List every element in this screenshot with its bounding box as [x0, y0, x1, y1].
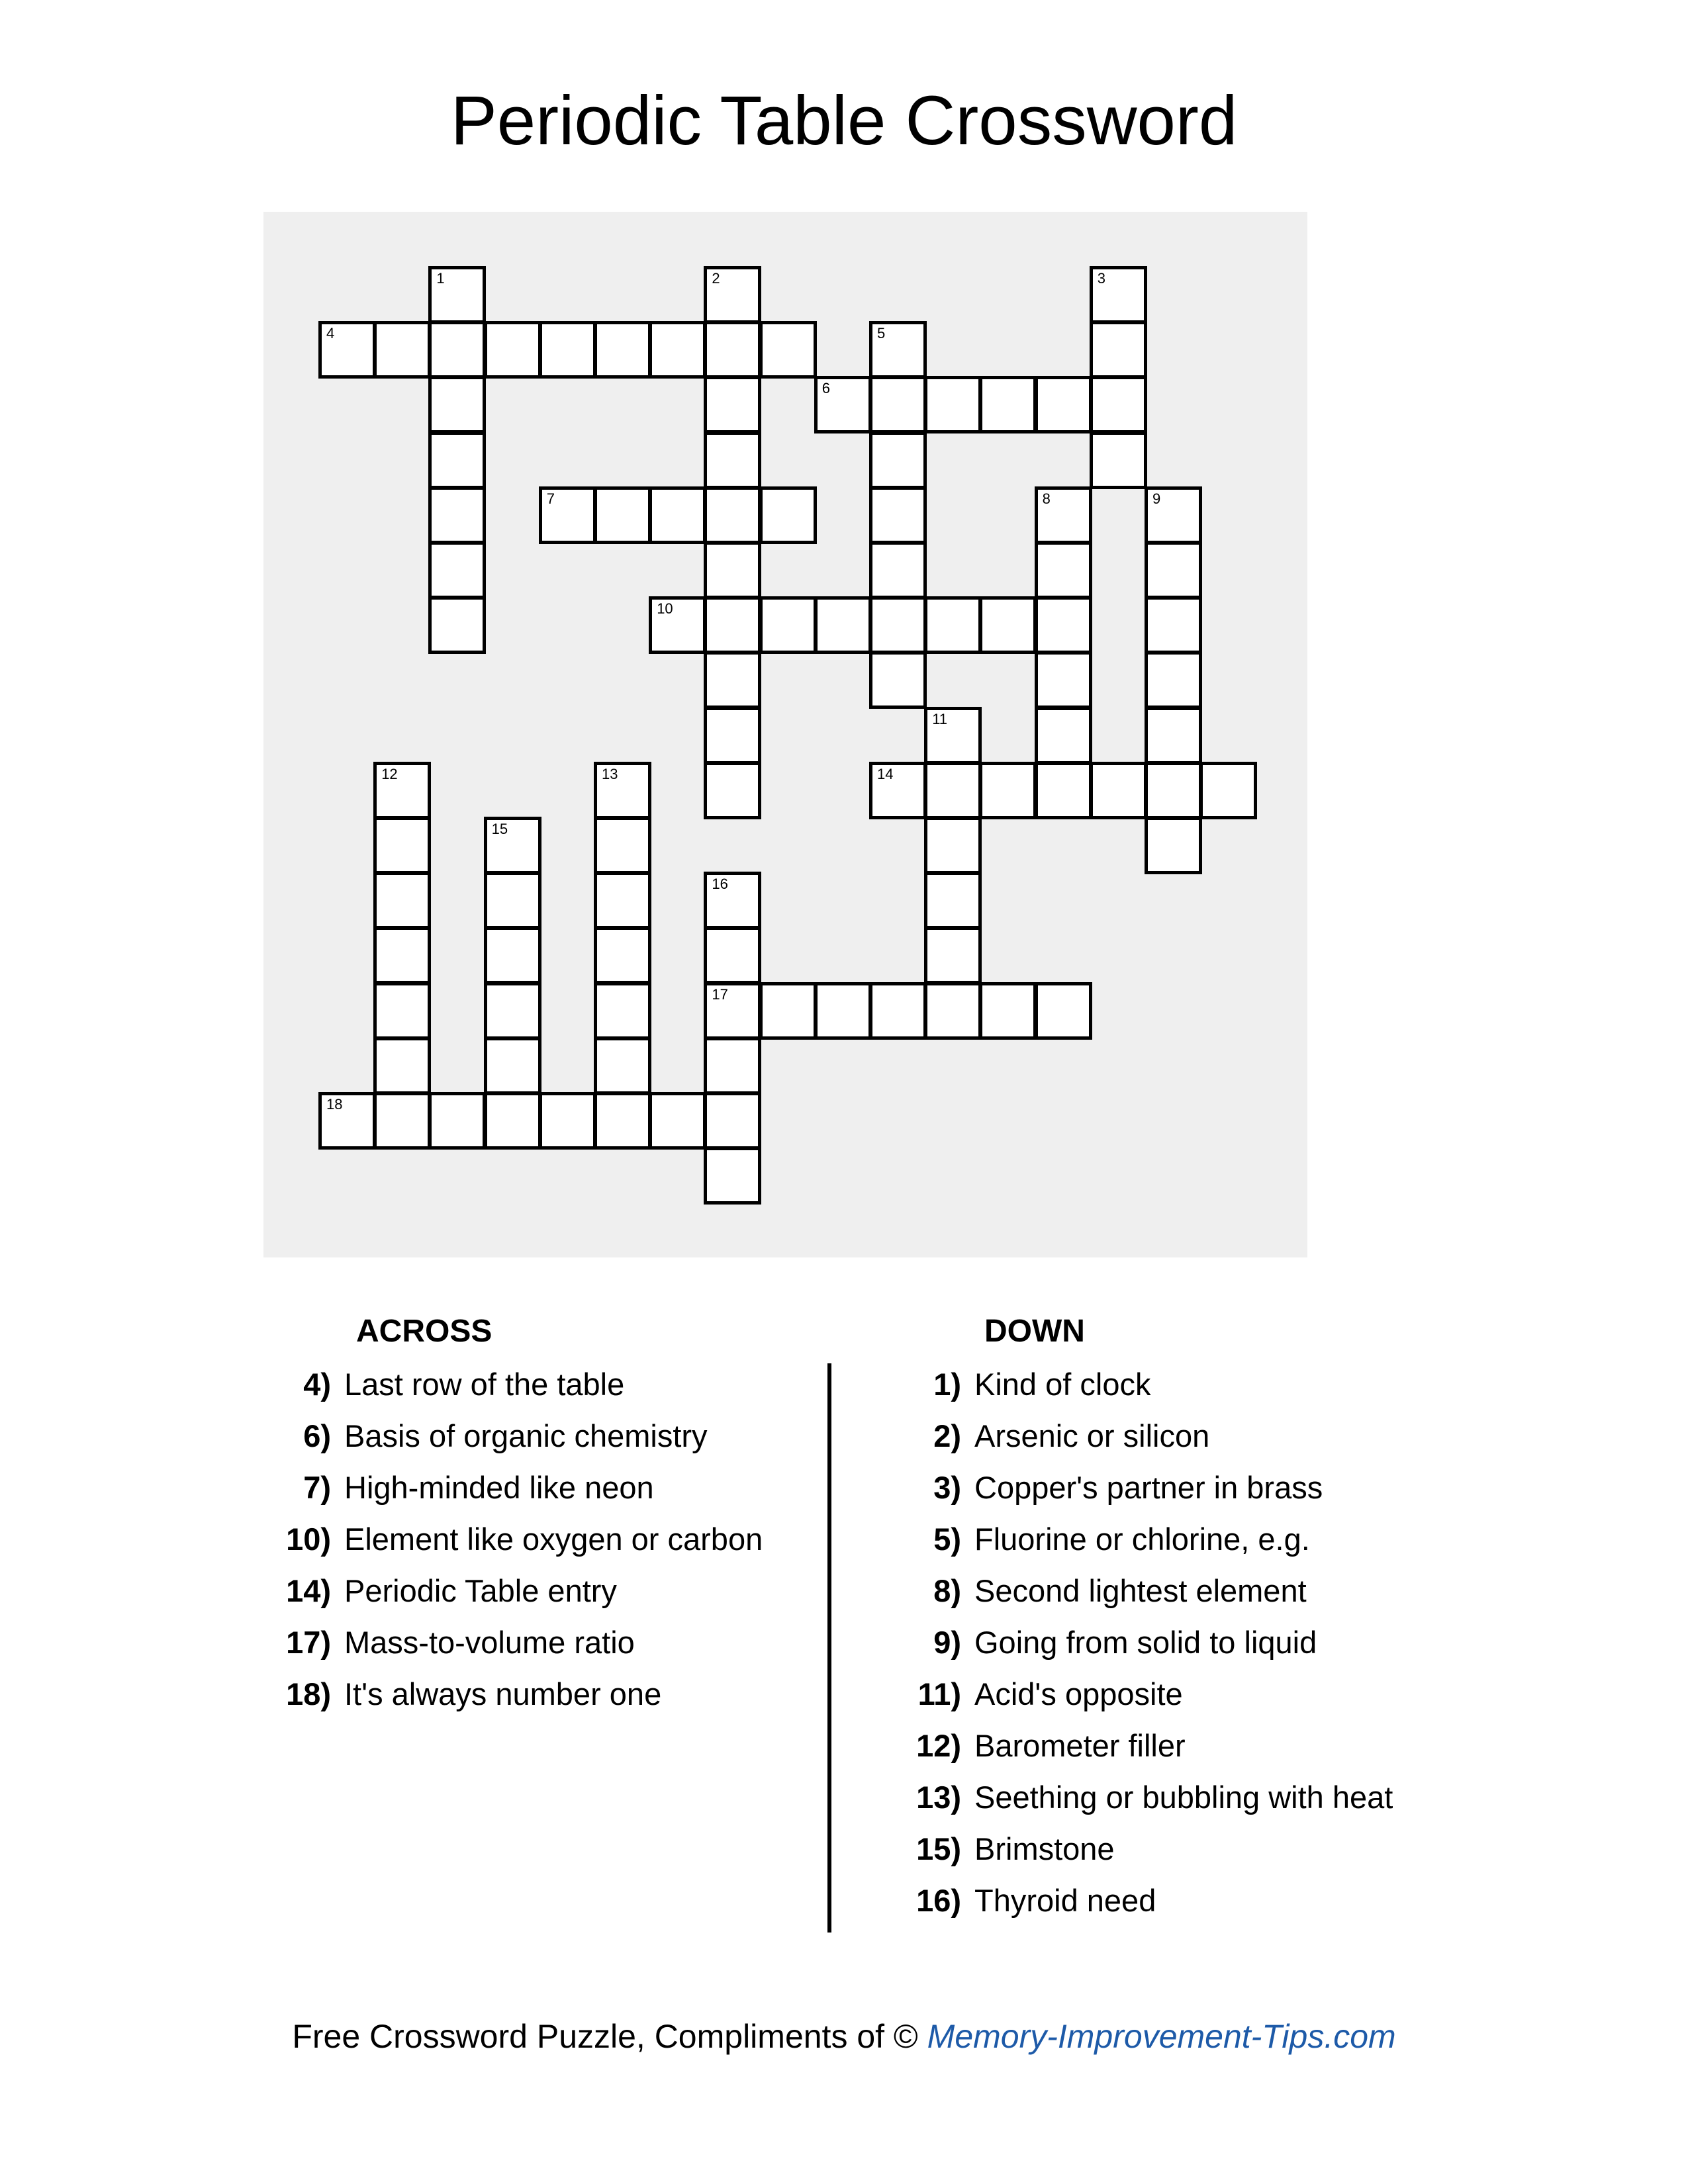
cell-number: 14: [877, 765, 894, 782]
crossword-cell[interactable]: [1090, 321, 1147, 379]
clue-text: Copper's partner in brass: [974, 1470, 1323, 1505]
crossword-cell[interactable]: [373, 762, 431, 819]
crossword-cell[interactable]: [539, 321, 596, 379]
clue-text: Going from solid to liquid: [974, 1625, 1317, 1660]
crossword-cell[interactable]: [1035, 541, 1092, 599]
crossword-cell[interactable]: [428, 486, 486, 544]
crossword-cell[interactable]: [1199, 762, 1257, 819]
crossword-cell[interactable]: [428, 266, 486, 324]
crossword-cell[interactable]: [373, 927, 431, 984]
clue-text: Brimstone: [974, 1831, 1115, 1866]
crossword-cell[interactable]: [869, 651, 927, 709]
clue-text: Second lightest element: [974, 1573, 1307, 1608]
crossword-cell[interactable]: [484, 982, 541, 1040]
crossword-cell[interactable]: [373, 817, 431, 874]
crossword-cell[interactable]: [924, 762, 982, 819]
clue-text: Last row of the table: [344, 1367, 625, 1402]
crossword-cell[interactable]: [814, 596, 872, 654]
crossword-cell[interactable]: [594, 817, 651, 874]
crossword-cell[interactable]: [979, 762, 1037, 819]
crossword-cell[interactable]: [428, 321, 486, 379]
crossword-cell[interactable]: [428, 1092, 486, 1150]
clue-number: 2): [933, 1418, 961, 1453]
crossword-cell[interactable]: [594, 762, 651, 819]
clue-number: 3): [933, 1470, 961, 1505]
clue-text: Periodic Table entry: [344, 1573, 617, 1608]
crossword-cell[interactable]: [924, 376, 982, 433]
crossword-cell[interactable]: [594, 982, 651, 1040]
crossword-cell[interactable]: [869, 982, 927, 1040]
clue-text: Thyroid need: [974, 1883, 1156, 1918]
footer-text: Free Crossword Puzzle, Compliments of ©: [292, 2018, 927, 2055]
clue-number: 10): [286, 1522, 331, 1557]
crossword-cell[interactable]: [814, 982, 872, 1040]
crossword-cell[interactable]: [869, 321, 927, 379]
crossword-cell[interactable]: [979, 376, 1037, 433]
crossword-cell[interactable]: [704, 266, 761, 324]
cell-number: 6: [821, 380, 831, 397]
crossword-cell[interactable]: [924, 817, 982, 874]
crossword-cell[interactable]: [428, 541, 486, 599]
crossword-cell[interactable]: [759, 596, 817, 654]
cell-number: 13: [602, 765, 618, 782]
footer: [0, 2020, 1688, 2053]
clue-text: Acid's opposite: [974, 1676, 1183, 1711]
crossword-cell[interactable]: [1035, 651, 1092, 709]
crossword-cell[interactable]: [373, 872, 431, 929]
crossword-cell[interactable]: [428, 432, 486, 489]
crossword-cell[interactable]: [869, 541, 927, 599]
cell-number: 11: [932, 710, 948, 727]
clue-number: 17): [286, 1625, 331, 1660]
crossword-cell[interactable]: [484, 321, 541, 379]
crossword-cell[interactable]: [1035, 707, 1092, 764]
crossword-cell[interactable]: [373, 1037, 431, 1095]
clue-text: Basis of organic chemistry: [344, 1418, 708, 1453]
cell-number: 17: [712, 985, 728, 1003]
cell-number: 12: [381, 765, 398, 782]
clue-number: 8): [933, 1573, 961, 1608]
crossword-cell[interactable]: [979, 596, 1037, 654]
clue-text: Kind of clock: [974, 1367, 1151, 1402]
cell-number: 4: [326, 325, 335, 342]
cell-number: 2: [712, 270, 720, 287]
clue-number: 5): [933, 1522, 961, 1557]
crossword-cell[interactable]: [649, 1092, 706, 1150]
clue-number: 12): [916, 1728, 961, 1763]
crossword-cell[interactable]: [428, 596, 486, 654]
crossword-cell[interactable]: [759, 982, 817, 1040]
crossword-cell[interactable]: [484, 1092, 541, 1150]
crossword-cell[interactable]: [704, 927, 761, 984]
crossword-cell[interactable]: [539, 486, 596, 544]
clue-text: It's always number one: [344, 1676, 662, 1711]
crossword-cell[interactable]: [869, 762, 927, 819]
clue-number: 7): [303, 1470, 331, 1505]
crossword-cell[interactable]: [1145, 486, 1202, 544]
crossword-cell[interactable]: [869, 376, 927, 433]
clue-number: 6): [303, 1418, 331, 1453]
crossword-grid-panel: [263, 212, 1307, 1257]
across-heading: ACROSS: [356, 1314, 492, 1349]
clue-number: 9): [933, 1625, 961, 1660]
crossword-cell[interactable]: [704, 541, 761, 599]
crossword-cell[interactable]: [484, 817, 541, 874]
footer-link[interactable]: Memory-Improvement-Tips.com: [927, 2018, 1396, 2055]
cell-number: 18: [326, 1096, 343, 1113]
crossword-cell[interactable]: [1090, 376, 1147, 433]
crossword-cell[interactable]: [594, 872, 651, 929]
crossword-cell[interactable]: [924, 707, 982, 764]
crossword-cell[interactable]: [1090, 762, 1147, 819]
crossword-cell[interactable]: [1035, 982, 1092, 1040]
crossword-cell[interactable]: [594, 321, 651, 379]
crossword-cell[interactable]: [704, 376, 761, 433]
crossword-cell[interactable]: [1035, 486, 1092, 544]
clue-text: Seething or bubbling with heat: [974, 1780, 1393, 1815]
crossword-cell[interactable]: [1145, 541, 1202, 599]
column-divider: [827, 1363, 831, 1933]
cell-number: 7: [546, 490, 555, 507]
crossword-cell[interactable]: [924, 872, 982, 929]
crossword-cell[interactable]: [704, 1147, 761, 1205]
clue-number: 18): [286, 1676, 331, 1711]
crossword-cell[interactable]: [704, 432, 761, 489]
crossword-cell[interactable]: [373, 1092, 431, 1150]
clue-number: 15): [916, 1831, 961, 1866]
cell-number: 3: [1097, 270, 1106, 287]
clue-number: 14): [286, 1573, 331, 1608]
crossword-cell[interactable]: [979, 982, 1037, 1040]
crossword-cell[interactable]: [704, 1092, 761, 1150]
crossword-cell[interactable]: [869, 486, 927, 544]
crossword-cell[interactable]: [869, 596, 927, 654]
crossword-cell[interactable]: [484, 872, 541, 929]
crossword-cell[interactable]: [1090, 432, 1147, 489]
crossword-cell[interactable]: [373, 982, 431, 1040]
crossword-cell[interactable]: [484, 927, 541, 984]
crossword-cell[interactable]: [649, 596, 706, 654]
crossword-cell[interactable]: [1145, 596, 1202, 654]
crossword-cell[interactable]: [704, 707, 761, 764]
crossword-cell[interactable]: [704, 596, 761, 654]
crossword-cell[interactable]: [1145, 817, 1202, 874]
crossword-cell[interactable]: [594, 1092, 651, 1150]
crossword-cell[interactable]: [594, 927, 651, 984]
crossword-cell[interactable]: [649, 486, 706, 544]
cell-number: 9: [1152, 490, 1161, 507]
crossword-cell[interactable]: [484, 1037, 541, 1095]
crossword-cell[interactable]: [704, 762, 761, 819]
crossword-cell[interactable]: [704, 872, 761, 929]
crossword-cell[interactable]: [704, 982, 761, 1040]
crossword-cell[interactable]: [704, 651, 761, 709]
cell-number: 5: [877, 325, 886, 342]
crossword-cell[interactable]: [1035, 376, 1092, 433]
crossword-cell[interactable]: [1145, 762, 1202, 819]
clue-text: Mass-to-volume ratio: [344, 1625, 635, 1660]
clue-text: Barometer filler: [974, 1728, 1186, 1763]
clue-number: 13): [916, 1780, 961, 1815]
crossword-cell[interactable]: [318, 321, 376, 379]
crossword-cell[interactable]: [704, 486, 761, 544]
crossword-cell[interactable]: [373, 321, 431, 379]
crossword-cell[interactable]: [594, 1037, 651, 1095]
page-title: Periodic Table Crossword: [450, 82, 1238, 159]
crossword-cell[interactable]: [594, 486, 651, 544]
crossword-cell[interactable]: [1035, 596, 1092, 654]
cell-number: 16: [712, 876, 728, 893]
down-heading: DOWN: [984, 1314, 1085, 1349]
cell-number: 1: [436, 270, 445, 287]
crossword-cell[interactable]: [814, 376, 872, 433]
crossword-cell[interactable]: [869, 432, 927, 489]
cell-number: 8: [1042, 490, 1051, 507]
clue-text: Element like oxygen or carbon: [344, 1522, 763, 1557]
crossword-cell[interactable]: [649, 321, 706, 379]
clue-number: 1): [933, 1367, 961, 1402]
crossword-cell[interactable]: [539, 1092, 596, 1150]
crossword-cell[interactable]: [704, 1037, 761, 1095]
crossword-cell[interactable]: [759, 486, 817, 544]
crossword-cell[interactable]: [428, 376, 486, 433]
crossword-cell[interactable]: [759, 321, 817, 379]
crossword-cell[interactable]: [924, 982, 982, 1040]
clue-number: 4): [303, 1367, 331, 1402]
cell-number: 10: [657, 600, 673, 617]
crossword-cell[interactable]: [1090, 266, 1147, 324]
crossword-cell[interactable]: [704, 321, 761, 379]
clue-number: 11): [917, 1676, 961, 1711]
clue-text: Arsenic or silicon: [974, 1418, 1210, 1453]
crossword-cell[interactable]: [1145, 651, 1202, 709]
clue-text: Fluorine or chlorine, e.g.: [974, 1522, 1310, 1557]
crossword-cell[interactable]: [924, 927, 982, 984]
crossword-cell[interactable]: [1035, 762, 1092, 819]
crossword-cell[interactable]: [924, 596, 982, 654]
clue-number: 16): [916, 1883, 961, 1918]
crossword-cell[interactable]: [1145, 707, 1202, 764]
cell-number: 15: [491, 821, 508, 837]
crossword-cell[interactable]: [318, 1092, 376, 1150]
clue-text: High-minded like neon: [344, 1470, 654, 1505]
